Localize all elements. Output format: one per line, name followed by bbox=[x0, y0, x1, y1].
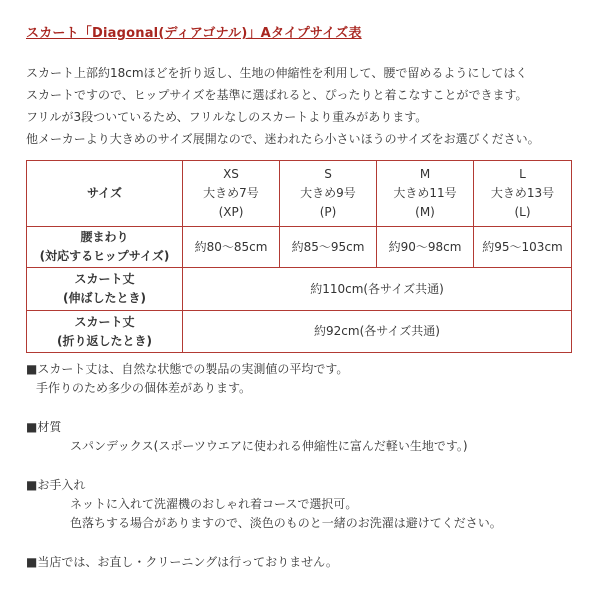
care-line2: 色落ちする場合がありますので、淡色のものと一緒のお洗濯は避けてください。 bbox=[70, 516, 502, 530]
waist-value-xs: 約80～85cm bbox=[183, 227, 280, 268]
intro-line: フリルが3段ついているため、フリルなしのスカートより重みがあります。 bbox=[26, 110, 428, 124]
intro-line: スカート上部約18cmほどを折り返し、生地の伸縮性を利用して、腰で留めるようにしてはく bbox=[26, 66, 528, 80]
size-column-xs bbox=[183, 161, 280, 227]
waist-value-s: 約85～95cm bbox=[280, 227, 377, 268]
length-folded-label-line1: スカート丈 bbox=[74, 314, 135, 329]
size-code: M bbox=[419, 167, 431, 181]
notes-section bbox=[26, 360, 586, 592]
intro-text bbox=[26, 62, 586, 150]
size-abbr: (M) bbox=[415, 205, 435, 219]
page-title: スカート「Diagonal(ディアゴナル)」Aタイプサイズ表 bbox=[26, 26, 362, 41]
size-code: S bbox=[324, 167, 332, 181]
length-extended-label bbox=[27, 268, 183, 311]
waist-label-line2: (対応するヒップサイズ) bbox=[39, 249, 170, 263]
length-folded-label-line2: (折り返したとき) bbox=[57, 333, 152, 348]
length-extended-label-line1: スカート丈 bbox=[74, 272, 135, 286]
length-note-line2: 手作りのため多少の個体差があります。 bbox=[36, 381, 252, 395]
size-column-l bbox=[474, 161, 572, 227]
material-note bbox=[26, 418, 586, 456]
length-extended-row bbox=[27, 268, 572, 311]
care-note bbox=[26, 476, 586, 533]
size-code: XS bbox=[223, 167, 239, 181]
intro-line: 他メーカーより大きめのサイズ展開なので、迷われたら小さいほうのサイズをお選びください。 bbox=[26, 132, 540, 146]
material-heading: ■材質 bbox=[26, 420, 62, 434]
size-name: 大きめ11号 bbox=[393, 186, 457, 200]
length-folded-row bbox=[27, 311, 572, 353]
length-note-line1: ■スカート丈は、自然な状態での製品の実測値の平均です。 bbox=[26, 362, 349, 376]
size-abbr: (P) bbox=[319, 205, 337, 219]
waist-label-line1: 腰まわり bbox=[80, 230, 129, 244]
size-name: 大きめ9号 bbox=[300, 186, 356, 200]
size-table bbox=[26, 160, 572, 353]
size-header-label: サイズ bbox=[27, 161, 183, 227]
size-name: 大きめ13号 bbox=[490, 186, 555, 200]
waist-value-l: 約95～103cm bbox=[474, 227, 572, 268]
service-line: ■当店では、お直し・クリーニングは行っておりません。 bbox=[26, 555, 338, 569]
length-extended-value: 約110cm(各サイズ共通) bbox=[183, 268, 572, 311]
service-note bbox=[26, 553, 586, 572]
size-abbr: (L) bbox=[514, 205, 531, 219]
intro-line: スカートですので、ヒップサイズを基準に選ばれると、ぴったりと着こなすことができます。 bbox=[26, 88, 528, 102]
size-name: 大きめ7号 bbox=[203, 186, 259, 200]
care-heading: ■お手入れ bbox=[26, 478, 86, 492]
length-folded-label bbox=[27, 311, 183, 353]
length-extended-label-line2: (伸ばしたとき) bbox=[63, 291, 146, 305]
length-folded-value: 約92cm(各サイズ共通) bbox=[183, 311, 572, 353]
waist-row bbox=[27, 227, 572, 268]
size-header-row bbox=[27, 161, 572, 227]
length-note bbox=[26, 360, 586, 398]
size-code: L bbox=[519, 167, 526, 181]
material-line1: スパンデックス(スポーツウエアに使われる伸縮性に富んだ軽い生地です。) bbox=[70, 439, 468, 453]
size-column-m bbox=[377, 161, 474, 227]
size-column-s bbox=[280, 161, 377, 227]
size-abbr: (XP) bbox=[218, 205, 244, 219]
care-line1: ネットに入れて洗濯機のおしゃれ着コースで選択可。 bbox=[70, 497, 358, 511]
waist-value-m: 約90～98cm bbox=[377, 227, 474, 268]
waist-label bbox=[27, 227, 183, 268]
